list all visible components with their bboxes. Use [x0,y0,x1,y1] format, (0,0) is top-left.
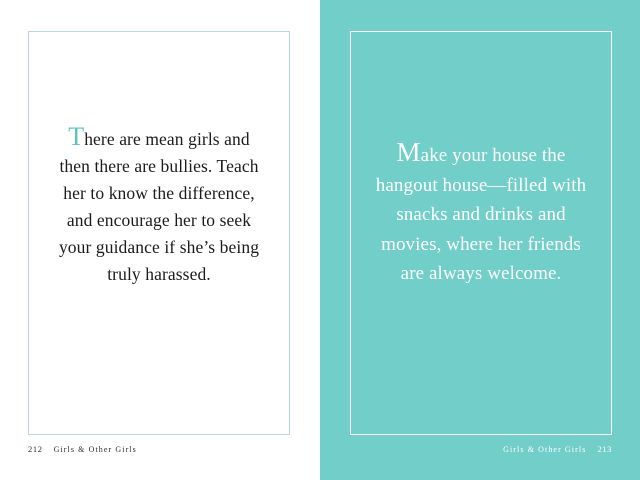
left-page-quote-body: here are mean girls and then there are bullies. Teach her to know the difference, and encourage her to seek your guidance if she’s being truly harassed. [58,128,260,285]
left-page-footer [28,444,137,454]
right-page [320,0,640,480]
left-page-dropcap: T [68,121,85,151]
left-page-running-head: Girls & Other Girls [53,445,137,454]
left-page-quote [29,121,289,289]
right-page-quote [351,137,611,288]
left-page-text-frame [28,31,290,435]
right-page-text-frame [350,31,612,435]
right-page-running-head: Girls & Other Girls [503,445,587,454]
right-page-quote-body: ake your house the hangout house—filled with snacks and drinks and movies, where her friends are always welcome. [375,145,587,285]
left-page-folio: 212 [28,444,43,454]
right-page-dropcap: M [396,137,421,168]
right-page-footer [503,444,612,454]
right-page-folio: 213 [597,444,612,454]
